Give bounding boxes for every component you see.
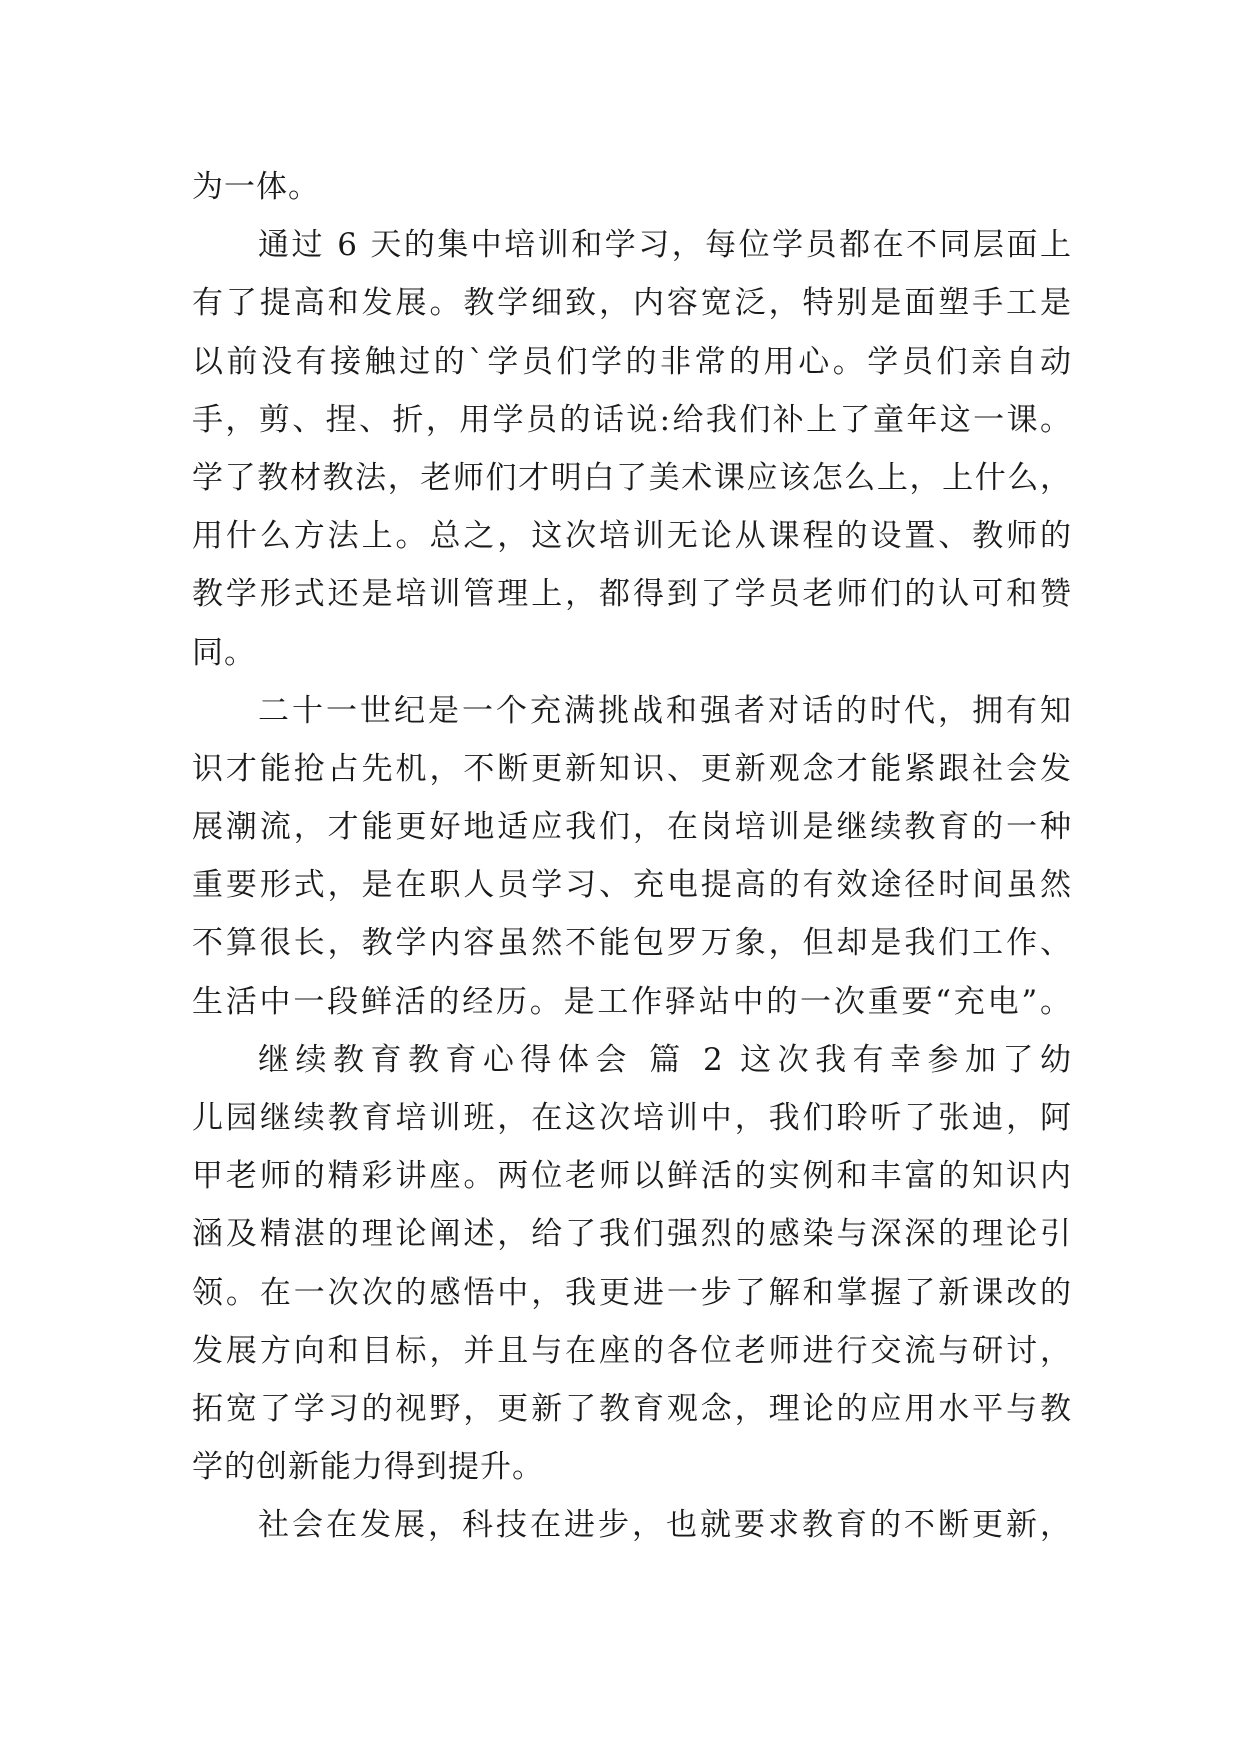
text-line: 同。 — [192, 634, 256, 671]
text-line: 有了提高和发展。教学细致，内容宽泛，特别是面塑手工是 — [192, 285, 1072, 322]
text-line: 拓宽了学习的视野，更新了教育观念，理论的应用水平与教 — [192, 1390, 1072, 1427]
text-line: 生活中一段鲜活的经历。是工作驿站中的一次重要“充电”。 — [192, 983, 1072, 1020]
text-line: 用什么方法上。总之，这次培训无论从课程的设置、教师的 — [192, 518, 1072, 555]
text-line: 学的创新能力得到提升。 — [192, 1449, 544, 1486]
text-line: 儿园继续教育培训班，在这次培训中，我们聆听了张迪，阿 — [192, 1100, 1072, 1136]
text-line: 领。在一次次的感悟中，我更进一步了解和掌握了新课改的 — [192, 1274, 1072, 1311]
text-line: 继续教育教育心得体会 篇 2 这次我有幸参加了幼 — [258, 1041, 1072, 1078]
body-text — [192, 158, 1072, 1555]
text-line: 展潮流，才能更好地适应我们，在岗培训是继续教育的一种 — [192, 809, 1072, 846]
text-line: 重要形式，是在职人员学习、充电提高的有效途径时间虽然 — [192, 867, 1072, 904]
text-line: 社会在发展，科技在进步，也就要求教育的不断更新， — [258, 1507, 1072, 1544]
text-line: 不算很长，教学内容虽然不能包罗万象，但却是我们工作、 — [192, 925, 1072, 962]
text-line: 识才能抢占先机，不断更新知识、更新观念才能紧跟社会发 — [192, 750, 1072, 787]
text-line: 为一体。 — [192, 169, 320, 205]
text-line: 涵及精湛的理论阐述，给了我们强烈的感染与深深的理论引 — [192, 1216, 1072, 1253]
text-line: 以前没有接触过的`学员们学的非常的用心。学员们亲自动 — [192, 343, 1072, 380]
text-line: 甲老师的精彩讲座。两位老师以鲜活的实例和丰富的知识内 — [192, 1158, 1072, 1195]
text-line: 教学形式还是培训管理上，都得到了学员老师们的认可和赞 — [192, 576, 1072, 613]
text-line: 通过 6 天的集中培训和学习，每位学员都在不同层面上 — [258, 227, 1072, 264]
text-line: 二十一世纪是一个充满挑战和强者对话的时代，拥有知 — [258, 692, 1072, 729]
text-line: 发展方向和目标，并且与在座的各位老师进行交流与研讨， — [192, 1332, 1072, 1369]
text-line: 手，剪、捏、折，用学员的话说:给我们补上了童年这一课。 — [192, 401, 1072, 438]
text-line: 学了教材教法，老师们才明白了美术课应该怎么上，上什么， — [192, 459, 1072, 496]
